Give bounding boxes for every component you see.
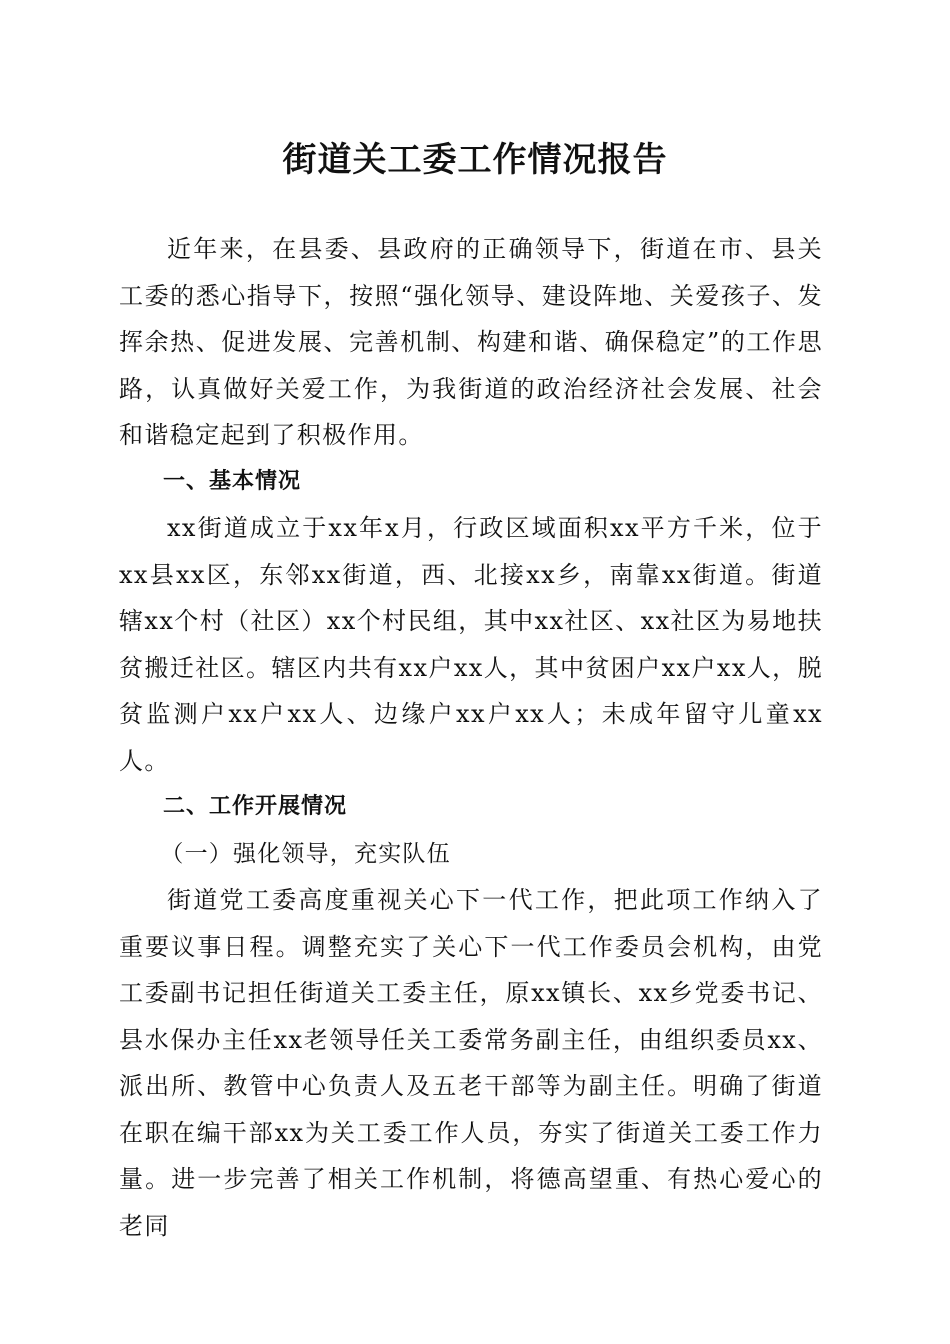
subsection-1-heading: （一）强化领导，充实队伍: [160, 840, 451, 867]
section-1-heading: 一、基本情况: [163, 468, 302, 494]
subsection-1-paragraph: 街道党工委高度重视关心下一代工作，把此项工作纳入了重要议事日程。调整充实了关心下一代工作委员会机构，由党工委副书记担任街道关工委主任，原xx镇长、xx乡党委书记、县水保办主任xx老领导任关工委常务副主任，由组织委员xx、派出所、教管中心负责人及五老干部等为副主任。明确了街道在职在编干部xx为关工委工作人员，夯实了街道关工委工作力量。进一步完善了相关工作机制，将德高望重、有热心爱心的老同: [119, 886, 823, 1240]
document-title: 街道关工委工作情况报告: [282, 140, 668, 180]
document-body: [119, 226, 823, 1249]
section-1-paragraph: xx街道成立于xx年x月，行政区域面积xx平方千米，位于xx县xx区，东邻xx街道，西、北接xx乡，南靠xx街道。街道辖xx个村（社区）xx个村民组，其中xx社区、xx社区为易地扶贫搬迁社区。辖区内共有xx户xx人，其中贫困户xx户xx人，脱贫监测户xx户xx人、边缘户xx户xx人；未成年留守儿童xx人。: [119, 514, 823, 775]
section-2-heading: 二、工作开展情况: [163, 794, 348, 819]
intro-paragraph: 近年来，在县委、县政府的正确领导下，街道在市、县关工委的悉心指导下，按照“强化领导、建设阵地、关爱孩子、发挥余热、促进发展、完善机制、构建和谐、确保稳定”的工作思路，认真做好关爱工作，为我街道的政治经济社会发展、社会和谐稳定起到了积极作用。: [119, 235, 823, 449]
